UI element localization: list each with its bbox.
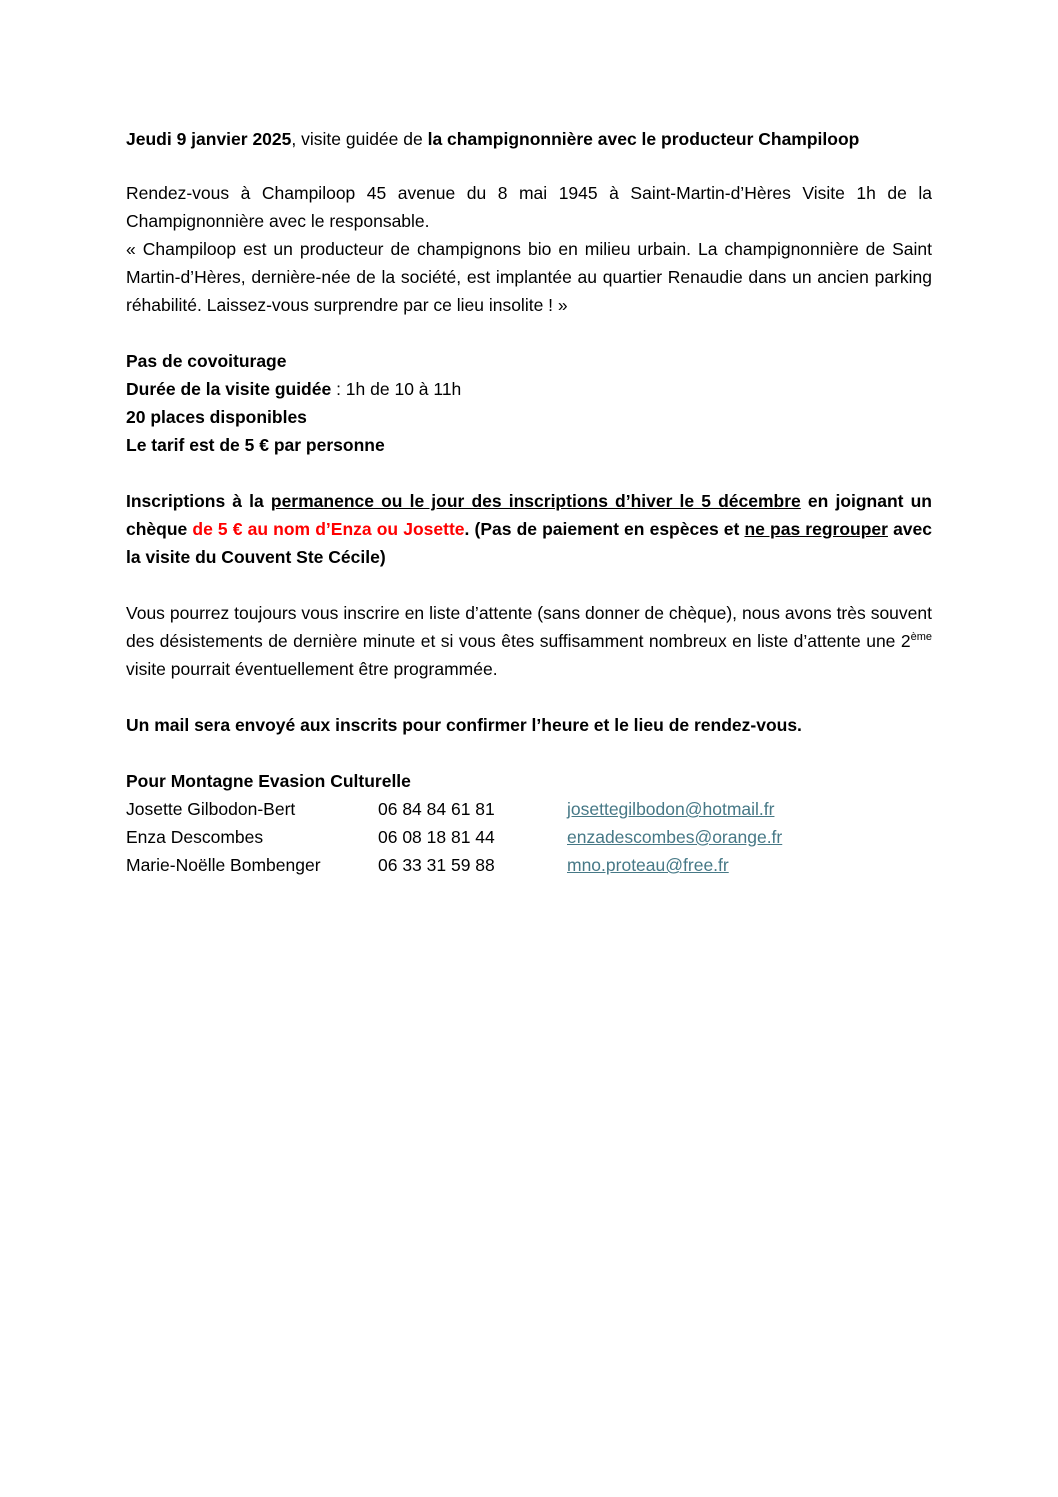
contact-email-link[interactable]: enzadescombes@orange.fr [567, 827, 783, 847]
registration-paragraph [126, 487, 932, 571]
registration-text-3: . (Pas de paiement en espèces et [464, 519, 745, 539]
event-subject: la champignonnière avec le producteur Champiloop [427, 129, 860, 149]
waitlist-text-2: visite pourrait éventuellement être programmée. [126, 659, 498, 679]
contact-email-link[interactable]: mno.proteau@free.fr [567, 855, 729, 875]
registration-underline-2: ne pas regrouper [744, 519, 888, 539]
registration-text-1: Inscriptions à la [126, 491, 271, 511]
contact-row [126, 823, 932, 851]
document-page [126, 125, 932, 879]
waitlist-paragraph [126, 599, 932, 683]
contact-phone: 06 33 31 59 88 [378, 855, 495, 875]
registration-text-2: en joignant un chèque [126, 491, 932, 539]
waitlist-text-1: Vous pourrez toujours vous inscrire en liste d’attente (sans donner de chèque), nous avons très souvent des désistements de dernière minute et si vous êtes suffisamment nombreux en liste d’attente une 2 [126, 603, 932, 651]
contact-phone: 06 84 84 61 81 [378, 799, 495, 819]
duration-line [126, 375, 932, 403]
carpool-note: Pas de covoiturage [126, 351, 287, 371]
intro-paragraph: Rendez-vous à Champiloop 45 avenue du 8 mai 1945 à Saint-Martin-d’Hères Visite 1h de la Champignonnière avec le responsable. [126, 183, 932, 231]
contact-name: Enza Descombes [126, 827, 264, 847]
registration-text-4: avec la visite du Couvent Ste Cécile) [126, 519, 932, 567]
contact-name: Josette Gilbodon-Bert [126, 799, 296, 819]
mail-notice: Un mail sera envoyé aux inscrits pour confirmer l’heure et le lieu de rendez-vous. [126, 715, 802, 735]
event-title-middle: , visite guidée de [291, 129, 428, 149]
contact-phone: 06 08 18 81 44 [378, 827, 495, 847]
contact-row [126, 851, 932, 879]
contact-row [126, 795, 932, 823]
contact-email-link[interactable]: josettegilbodon@hotmail.fr [567, 799, 775, 819]
contact-name: Marie-Noëlle Bombenger [126, 855, 321, 875]
event-title [126, 125, 932, 153]
registration-underline-1: permanence ou le jour des inscriptions d’hiver le 5 décembre [270, 491, 801, 511]
places-line: 20 places disponibles [126, 407, 307, 427]
duration-label: Durée de la visite guidée [126, 379, 332, 399]
waitlist-sup: ème [910, 631, 932, 644]
price-line: Le tarif est de 5 € par personne [126, 435, 385, 455]
duration-value: : 1h de 10 à 11h [331, 379, 462, 399]
intro-quote: « Champiloop est un producteur de champignons bio en milieu urbain. La champignonnière de Saint Martin-d’Hères, dernière-née de la société, est implantée au quartier Renaudie dans un ancien parking réhabilité. Laissez-vous surprendre par ce lieu insolite ! » [126, 239, 932, 315]
event-date: Jeudi 9 janvier 2025 [126, 129, 292, 149]
registration-red-text: de 5 € au nom d’Enza ou Josette [192, 519, 465, 539]
contacts-heading: Pour Montagne Evasion Culturelle [126, 771, 411, 791]
